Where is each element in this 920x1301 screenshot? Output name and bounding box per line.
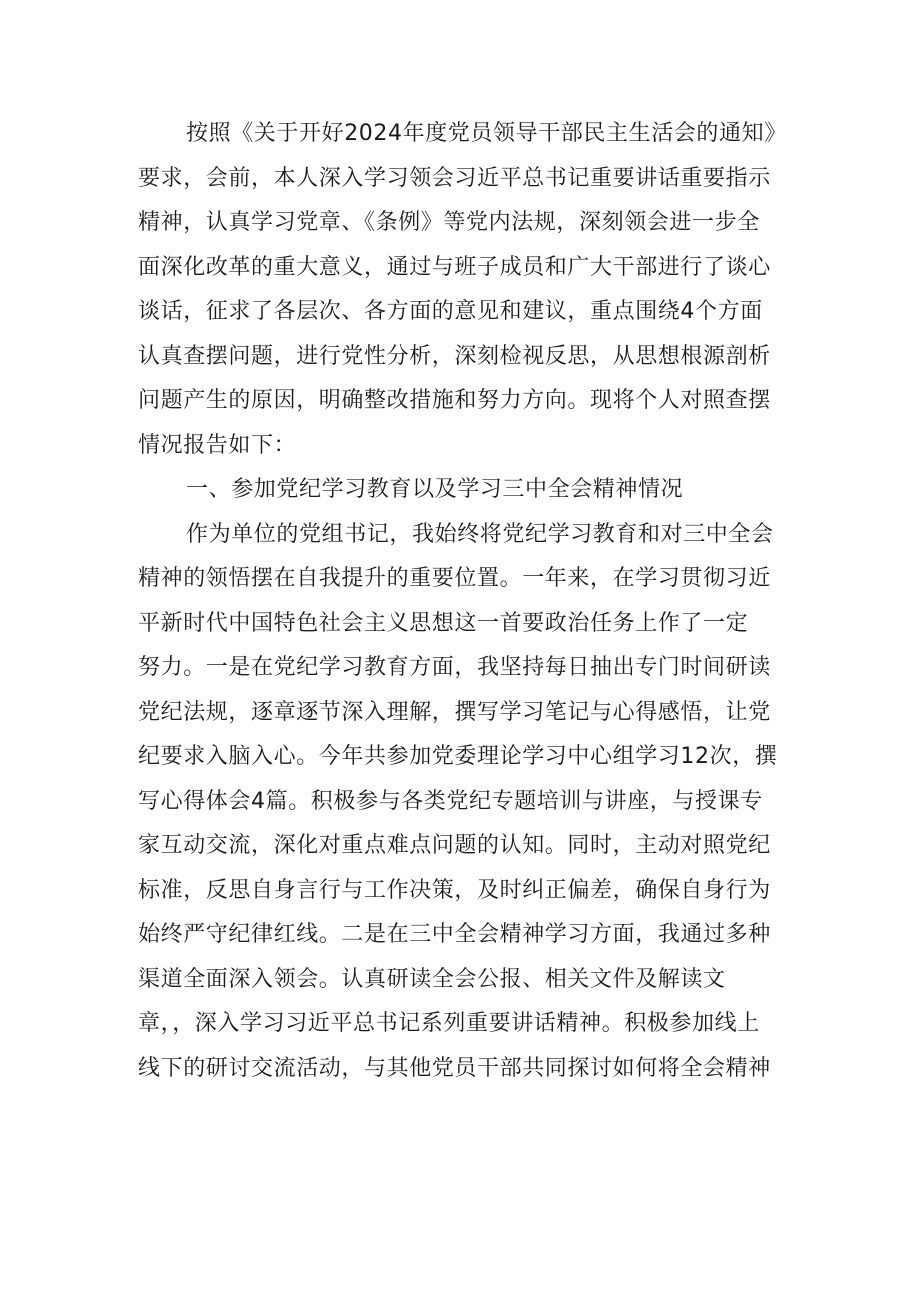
paragraph-section-1-line-6: 纪要求入脑入心。今年共参加党委理论学习中心组学习12次，撰 [138, 744, 778, 769]
document-body [138, 112, 788, 1091]
paragraph-intro-line-6: 认真查摆问题，进行党性分析，深刻检视反思，从思想根源剖析 [138, 343, 771, 369]
paragraph-intro-line-3: 精神，认真学习党章、《条例》等党内法规，深刻领会进一步全 [138, 210, 760, 235]
paragraph-section-1-line-10: 始终严守纪律红线。二是在三中全会精神学习方面，我通过多种 [138, 922, 771, 947]
paragraph-intro-line-8: 情况报告如下： [138, 432, 297, 458]
paragraph-intro-line-4: 面深化改革的重大意义，通过与班子成员和广大干部进行了谈心 [138, 254, 771, 280]
paragraph-section-1-line-13: 线下的研讨交流活动，与其他党员干部共同探讨如何将全会精神 [138, 1055, 771, 1081]
paragraph-section-1-line-3: 平新时代中国特色社会主义思想这一首要政治任务上作了一定 [138, 610, 749, 636]
paragraph-section-1-line-11: 渠道全面深入领会。认真研读全会公报、相关文件及解读文 [138, 966, 726, 992]
paragraph-section-1-line-2: 精神的领悟摆在自我提升的重要位置。一年来，在学习贯彻习近 [138, 566, 771, 591]
paragraph-section-1-line-4: 努力。一是在党纪学习教育方面，我坚持每日抽出专门时间研读 [138, 655, 771, 680]
paragraph-intro-line-5: 谈话，征求了各层次、各方面的意见和建议，重点围绕4个方面 [138, 299, 763, 324]
paragraph-section-1-line-9: 标准，反思自身言行与工作决策，及时纠正偏差，确保自身行为 [138, 877, 771, 903]
paragraph-intro-line-1: 按照《关于开好2024年度党员领导干部民主生活会的通知》 [186, 121, 787, 146]
paragraph-section-1-line-7: 写心得体会4篇。积极参与各类党纪专题培训与讲座，与授课专 [138, 788, 763, 814]
paragraph-intro-line-7: 问题产生的原因，明确整改措施和努力方向。现将个人对照查摆 [138, 388, 771, 413]
paragraph-intro-line-2: 要求，会前，本人深入学习领会习近平总书记重要讲话重要指示 [138, 165, 771, 191]
paragraph-section-1-line-1: 作为单位的党组书记，我始终将党纪学习教育和对三中全会 [186, 521, 774, 547]
paragraph-section-1-line-12: 章，，深入学习习近平总书记系列重要讲话精神。积极参加线上 [138, 1011, 760, 1036]
section-heading-1: 一、参加党纪学习教育以及学习三中全会精神情况 [186, 477, 684, 502]
paragraph-section-1-line-5: 党纪法规，逐章逐节深入理解，撰写学习笔记与心得感悟，让党 [138, 699, 771, 725]
paragraph-section-1-line-8: 家互动交流，深化对重点难点问题的认知。同时，主动对照党纪 [138, 833, 771, 858]
